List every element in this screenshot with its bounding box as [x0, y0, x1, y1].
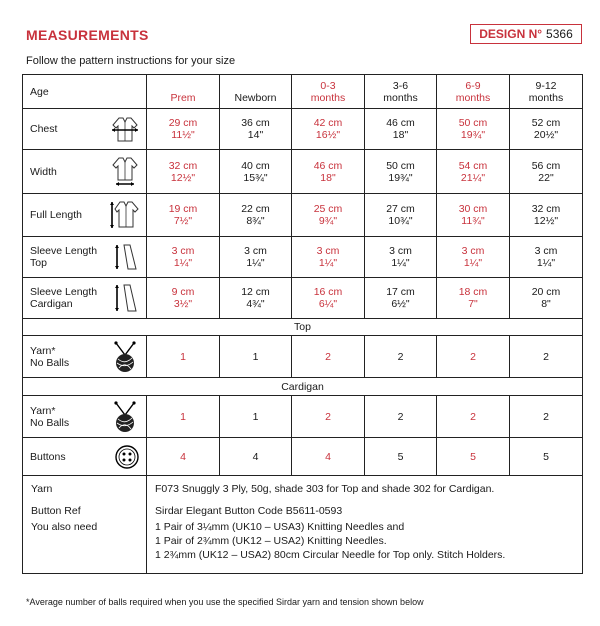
cardigan-yarn-cell: 1 [147, 396, 220, 438]
buttons-label-cell [23, 438, 147, 476]
width-measure-icon [110, 156, 140, 188]
measurements-table [22, 74, 583, 574]
chest-label: Chest [30, 123, 58, 135]
also-need-line: 1 2¾mm (UK12 – USA2) 80cm Circular Needle for Top only. Stitch Holders. [155, 549, 506, 561]
chest-cell: 52 cm 20½" [510, 109, 583, 150]
sleeve-cardigan-cell: 9 cm 3½" [147, 278, 220, 319]
sleeve-top-label: Sleeve Length [30, 245, 98, 257]
width-row [23, 150, 583, 194]
chest-cell: 36 cm 14" [220, 109, 292, 150]
chest-cell: 46 cm 18" [365, 109, 437, 150]
full-length-cell: 19 cm 7½" [147, 194, 220, 237]
full-length-cell: 32 cm 12½" [510, 194, 583, 237]
width-cell: 40 cm 15¾" [220, 150, 292, 194]
cardigan-yarn-cell: 1 [220, 396, 292, 438]
length-measure-icon [108, 199, 140, 231]
cardigan-yarn-row [23, 396, 583, 438]
design-number-box [470, 24, 582, 44]
also-need-line: 1 Pair of 3¼mm (UK10 – USA3) Knitting Needles and [155, 521, 405, 533]
sleeve-cardigan-row [23, 278, 583, 319]
size-cell: 0-3 months [292, 75, 365, 109]
width-cell: 32 cm 12½" [147, 150, 220, 194]
width-cell: 56 cm 22" [510, 150, 583, 194]
buttons-cell: 4 [220, 438, 292, 476]
top-yarn-sublabel: No Balls [30, 356, 70, 369]
width-label-cell [23, 150, 147, 194]
size-cell: 3-6 months [365, 75, 437, 109]
button-ref-text: Sirdar Elegant Button Code B5611-0593 [155, 505, 343, 517]
also-need-label: You also need [31, 521, 98, 533]
cardigan-yarn-label-cell [23, 396, 147, 438]
sleeve-cardigan-cell: 20 cm 8" [510, 278, 583, 319]
chest-row [23, 109, 583, 150]
design-number: 5366 [546, 27, 573, 41]
full-length-cell: 22 cm 8¾" [220, 194, 292, 237]
intro-text: Follow the pattern instructions for your size [26, 55, 236, 67]
chest-measure-icon [110, 115, 140, 143]
info-text-cell [147, 476, 583, 574]
width-cell: 46 cm 18" [292, 150, 365, 194]
cardigan-yarn-label: Yarn* [30, 404, 56, 417]
sleeve-cardigan-cell: 16 cm 6¼" [292, 278, 365, 319]
buttons-cell: 4 [292, 438, 365, 476]
button-icon [114, 444, 140, 470]
size-cell: 6-9 months [437, 75, 510, 109]
cardigan-yarn-cell: 2 [437, 396, 510, 438]
chest-cell: 29 cm 11½" [147, 109, 220, 150]
sleeve-cardigan-cell: 17 cm 6½" [365, 278, 437, 319]
full-length-cell: 30 cm 11¾" [437, 194, 510, 237]
buttons-cell: 5 [365, 438, 437, 476]
cardigan-yarn-cell: 2 [510, 396, 583, 438]
buttons-cell: 5 [510, 438, 583, 476]
age-row [23, 75, 583, 109]
size-cell: Prem [147, 75, 220, 109]
top-yarn-cell: 1 [147, 336, 220, 378]
footnote: *Average number of balls required when you use the specified Sirdar yarn and tension shown below [26, 597, 424, 607]
sleeve-top-cell: 3 cm 1¼" [292, 237, 365, 278]
yarn-info-label: Yarn [31, 483, 53, 495]
buttons-label: Buttons [30, 450, 66, 463]
cardigan-section-row [23, 378, 583, 396]
top-yarn-row [23, 336, 583, 378]
sleeve-top-cell: 3 cm 1¼" [365, 237, 437, 278]
info-row [23, 476, 583, 574]
size-cell: Newborn [220, 75, 292, 109]
also-need-line: 1 Pair of 2¾mm (UK12 – USA2) Knitting Needles. [155, 535, 387, 547]
yarn-ball-icon [110, 341, 140, 373]
button-ref-label: Button Ref [31, 505, 81, 517]
cardigan-yarn-cell: 2 [365, 396, 437, 438]
sleeve-top-cell: 3 cm 1¼" [220, 237, 292, 278]
sleeve-top-cell: 3 cm 1¼" [437, 237, 510, 278]
design-label: DESIGN N° [479, 27, 543, 41]
age-label: Age [23, 75, 147, 109]
top-section-row [23, 319, 583, 336]
size-cell: 9-12 months [510, 75, 583, 109]
sleeve-cardigan-label: Sleeve Length [30, 286, 98, 298]
chest-cell: 42 cm 16½" [292, 109, 365, 150]
full-length-label: Full Length [30, 209, 82, 221]
full-length-cell: 27 cm 10¾" [365, 194, 437, 237]
buttons-cell: 5 [437, 438, 510, 476]
sleeve-cardigan-icon [114, 282, 140, 314]
full-length-row [23, 194, 583, 237]
info-labels-cell [23, 476, 147, 574]
chest-cell: 50 cm 19¾" [437, 109, 510, 150]
width-cell: 50 cm 19¾" [365, 150, 437, 194]
top-yarn-cell: 1 [220, 336, 292, 378]
sleeve-cardigan-cell: 18 cm 7" [437, 278, 510, 319]
sleeve-top-sublabel: Top [30, 257, 47, 269]
top-yarn-label: Yarn* [30, 344, 56, 357]
top-yarn-cell: 2 [510, 336, 583, 378]
buttons-row [23, 438, 583, 476]
sleeve-top-row [23, 237, 583, 278]
yarn-info-text: F073 Snuggly 3 Ply, 50g, shade 303 for Top and shade 302 for Cardigan. [155, 483, 495, 495]
buttons-cell: 4 [147, 438, 220, 476]
full-length-label-cell [23, 194, 147, 237]
cardigan-yarn-sublabel: No Balls [30, 416, 70, 429]
top-yarn-label-cell [23, 336, 147, 378]
width-cell: 54 cm 21¼" [437, 150, 510, 194]
cardigan-section-header: Cardigan [23, 378, 583, 396]
sleeve-cardigan-sublabel: Cardigan [30, 298, 73, 310]
sleeve-top-label-cell [23, 237, 147, 278]
yarn-ball-icon [110, 401, 140, 433]
top-yarn-cell: 2 [365, 336, 437, 378]
width-label: Width [30, 165, 57, 178]
sleeve-top-cell: 3 cm 1¼" [147, 237, 220, 278]
sleeve-top-icon [114, 241, 140, 273]
full-length-cell: 25 cm 9¾" [292, 194, 365, 237]
sleeve-top-cell: 3 cm 1¼" [510, 237, 583, 278]
chest-label-cell [23, 109, 147, 150]
sleeve-cardigan-cell: 12 cm 4¾" [220, 278, 292, 319]
top-section-header: Top [23, 319, 583, 336]
sleeve-cardigan-label-cell [23, 278, 147, 319]
measurements-title: MEASUREMENTS [26, 27, 149, 43]
cardigan-yarn-cell: 2 [292, 396, 365, 438]
top-yarn-cell: 2 [292, 336, 365, 378]
top-yarn-cell: 2 [437, 336, 510, 378]
